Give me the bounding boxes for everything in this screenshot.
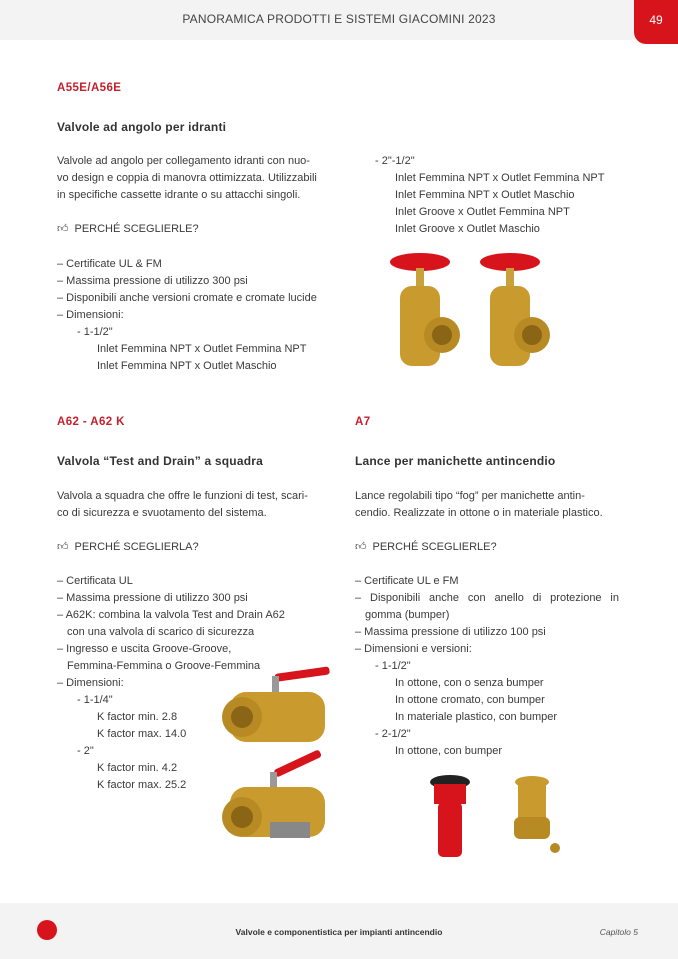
list-item: In ottone, con o senza bumper — [395, 677, 544, 689]
hose-nozzle-image — [420, 772, 570, 864]
thumbs-up-icon: 👍︎ — [57, 541, 69, 553]
text-line: co di sicurezza e svuotamento del sistema. — [57, 507, 267, 519]
list-item: - 1-1/2" — [375, 660, 411, 672]
product-title: Valvola “Test and Drain” a squadra — [57, 454, 263, 468]
why-label: PERCHÉ SCEGLIERLE? — [372, 540, 497, 553]
product-code: A7 — [355, 416, 371, 428]
page-footer — [0, 903, 678, 959]
list-item: – Certificate UL & FM — [57, 258, 162, 270]
list-item: – Massima pressione di utilizzo 300 psi — [57, 275, 248, 287]
list-item: - 2" — [77, 745, 94, 757]
product-title: Valvole ad angolo per idranti — [57, 120, 227, 134]
list-item: – Disponibili anche con anello di protezione in — [355, 592, 619, 604]
angle-valve-image — [378, 250, 558, 375]
list-item: In materiale plastico, con bumper — [395, 711, 558, 723]
list-item: con una valvola di scarico di sicurezza — [67, 626, 255, 638]
text-line: Valvole ad angolo per collegamento idranti con nuo- — [57, 155, 310, 167]
test-drain-valve-image — [220, 662, 335, 862]
list-item: – Dimensioni: — [57, 677, 124, 689]
text-line: in specifiche cassette idrante o su attacchi singoli. — [57, 189, 301, 201]
product-code: A62 - A62 K — [57, 416, 125, 428]
list-item: – Certificate UL e FM — [355, 575, 459, 587]
text-line: Lance regolabili tipo “fog” per manichette antin- — [355, 490, 585, 502]
list-item: Inlet Femmina NPT x Outlet Maschio — [395, 189, 575, 201]
list-item: – Certificata UL — [57, 575, 133, 587]
product-title: Lance per manichette antincendio — [355, 454, 556, 468]
why-choose — [57, 540, 199, 553]
list-item: – Ingresso e uscita Groove-Groove, — [57, 643, 232, 655]
list-item: K factor min. 4.2 — [97, 762, 178, 774]
footer-title: Valvole e componentistica per impianti antincendio — [235, 927, 443, 937]
why-label: PERCHÉ SCEGLIERLE? — [74, 222, 199, 235]
feature-list — [57, 256, 337, 375]
why-label: PERCHÉ SCEGLIERLA? — [74, 540, 199, 553]
list-item: - 1-1/2" — [77, 326, 113, 338]
list-item: K factor min. 2.8 — [97, 711, 178, 723]
list-item: K factor max. 25.2 — [97, 779, 187, 791]
list-item: gomma (bumper) — [365, 609, 450, 621]
list-item: In ottone, con bumper — [395, 745, 503, 757]
why-choose — [57, 222, 199, 235]
list-item: Inlet Femmina NPT x Outlet Maschio — [97, 360, 277, 372]
text-line: Valvola a squadra che offre le funzioni di test, scari- — [57, 490, 308, 502]
list-item: – Disponibili anche versioni cromate e cromate lucide — [57, 292, 317, 304]
product-description — [355, 488, 619, 522]
list-item: – Massima pressione di utilizzo 300 psi — [57, 592, 248, 604]
page-number: 49 — [634, 0, 678, 44]
why-choose — [355, 540, 497, 553]
text-line: vo design e coppia di manovra ottimizzata. Utilizzabili — [57, 172, 317, 184]
thumbs-up-icon: 👍︎ — [355, 541, 367, 553]
list-item: - 1-1/4" — [77, 694, 113, 706]
product-description — [57, 488, 321, 522]
list-item: Femmina-Femmina o Groove-Femmina — [67, 660, 261, 672]
list-item: – Dimensioni: — [57, 309, 124, 321]
product-description — [57, 153, 327, 204]
thumbs-up-icon: 👍︎ — [57, 223, 69, 235]
list-item: – A62K: combina la valvola Test and Drain A62 — [57, 609, 285, 621]
list-item: Inlet Groove x Outlet Maschio — [395, 223, 540, 235]
list-item: In ottone cromato, con bumper — [395, 694, 545, 706]
list-item: Inlet Groove x Outlet Femmina NPT — [395, 206, 570, 218]
list-item: K factor max. 14.0 — [97, 728, 187, 740]
chapter-label: Capitolo 5 — [599, 927, 638, 937]
product-code: A55E/A56E — [57, 82, 122, 94]
page-header — [0, 0, 678, 40]
feature-list — [355, 573, 619, 760]
feature-list-continued — [355, 153, 635, 238]
list-item: - 2-1/2" — [375, 728, 411, 740]
list-item: Inlet Femmina NPT x Outlet Femmina NPT — [97, 343, 307, 355]
list-item: - 2"-1/2" — [375, 155, 415, 167]
list-item: – Massima pressione di utilizzo 100 psi — [355, 626, 546, 638]
text-line: cendio. Realizzate in ottone o in materiale plastico. — [355, 507, 603, 519]
list-item: – Dimensioni e versioni: — [355, 643, 472, 655]
list-item: Inlet Femmina NPT x Outlet Femmina NPT — [395, 172, 605, 184]
header-title: PANORAMICA PRODOTTI E SISTEMI GIACOMINI 2023 — [182, 12, 496, 26]
